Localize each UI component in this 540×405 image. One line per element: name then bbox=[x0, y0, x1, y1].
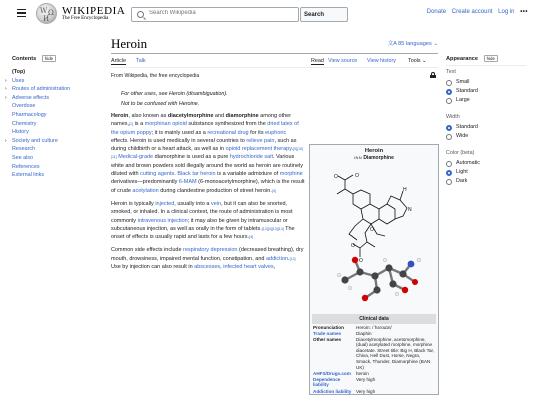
radio-option[interactable] bbox=[446, 123, 526, 132]
radio-button[interactable] bbox=[446, 179, 452, 185]
table-of-contents bbox=[5, 55, 100, 180]
color-label: Color (beta) bbox=[446, 150, 475, 156]
toc-item[interactable] bbox=[12, 154, 100, 163]
radio-option[interactable] bbox=[446, 168, 526, 177]
infobox-row-key[interactable]: Addiction liability bbox=[313, 388, 352, 394]
tools-label: Tools bbox=[408, 58, 421, 64]
toc-item[interactable] bbox=[12, 68, 100, 77]
skeletal-formula-image bbox=[315, 164, 433, 314]
hatnote-disambiguation bbox=[121, 91, 228, 97]
radio-label: Standard bbox=[456, 88, 478, 94]
radio-option[interactable] bbox=[446, 87, 526, 96]
radio-button[interactable] bbox=[446, 98, 452, 104]
toc-item-label: Adverse effects bbox=[12, 94, 50, 101]
svg-text:O: O bbox=[351, 243, 355, 249]
appearance-heading bbox=[446, 55, 526, 62]
toc-heading bbox=[12, 55, 100, 62]
toc-item-label: (Top) bbox=[12, 69, 26, 75]
toc-item[interactable] bbox=[12, 163, 100, 172]
toc-item-label: References bbox=[12, 163, 40, 170]
radio-button[interactable] bbox=[446, 170, 452, 176]
radio-label: Automatic bbox=[456, 160, 480, 166]
radio-option[interactable] bbox=[446, 177, 526, 186]
article bbox=[111, 36, 438, 394]
main-menu-icon[interactable] bbox=[17, 9, 26, 17]
radio-label: Light bbox=[456, 169, 468, 175]
appearance-title: Appearance bbox=[446, 56, 479, 62]
lead-paragraph-2: Heroin is typically injected, usually into a vein, but it can also be snorted, smoked, or inhaled. In a clinical context, the route of administration is most commonly intravenous injection; it may also be given by intramuscular or subcutaneous injection, as well as orally in the form of tablets.[12][4][13][14] The onset of effects is usually rapid and lasts for a few hours.[4] bbox=[111, 200, 295, 241]
radio-label: Large bbox=[456, 97, 470, 103]
more-options-icon[interactable]: ••• bbox=[520, 9, 528, 15]
toc-item-label: Uses bbox=[12, 77, 25, 84]
svg-text:O: O bbox=[355, 173, 359, 179]
toc-title: Contents bbox=[12, 56, 37, 62]
infobox-row bbox=[310, 376, 438, 388]
create-account-link[interactable]: Create account bbox=[451, 9, 493, 15]
radio-option[interactable] bbox=[446, 159, 526, 168]
text-size-label: Text bbox=[446, 69, 456, 75]
hatnote-confusion bbox=[121, 101, 199, 107]
inn-name: Diamorphine bbox=[363, 155, 394, 161]
svg-text:H: H bbox=[403, 187, 407, 193]
infobox-row-value: Heroin: /ˈhɛroʊɪn/ bbox=[356, 324, 392, 330]
toc-item[interactable] bbox=[5, 85, 100, 94]
language-button[interactable] bbox=[388, 39, 438, 47]
clinical-data-header: Clinical data bbox=[312, 314, 436, 324]
svg-text:N: N bbox=[408, 207, 412, 213]
drug-infobox bbox=[309, 144, 439, 395]
translate-icon: 文A bbox=[387, 41, 397, 47]
toc-item[interactable] bbox=[5, 77, 100, 86]
toc-item[interactable] bbox=[12, 120, 100, 129]
inn-label: INN bbox=[354, 155, 362, 160]
radio-button[interactable] bbox=[446, 134, 452, 140]
personal-tools bbox=[423, 9, 528, 15]
appearance-divider bbox=[446, 65, 526, 66]
svg-text:O: O bbox=[334, 174, 338, 180]
toc-item-label: Society and culture bbox=[12, 137, 58, 144]
infobox-row-value: Diaphin bbox=[356, 330, 372, 336]
chevron-right-icon[interactable]: › bbox=[5, 86, 7, 93]
site-sub: From Wikipedia, the free encyclopedia bbox=[111, 73, 200, 79]
title-divider bbox=[111, 53, 438, 54]
search-box bbox=[131, 7, 299, 22]
infobox-row-key[interactable]: Dependence liability bbox=[313, 376, 341, 388]
toc-item-label: Research bbox=[12, 146, 36, 153]
infobox-row bbox=[310, 388, 438, 394]
tab-read[interactable]: Read bbox=[311, 58, 324, 64]
infobox-row-key: Pronunciation bbox=[313, 324, 344, 330]
molecule-images[interactable] bbox=[315, 164, 433, 314]
tab-talk[interactable]: Talk bbox=[136, 58, 146, 64]
search-input[interactable] bbox=[149, 10, 294, 16]
radio-option[interactable] bbox=[446, 78, 526, 87]
toc-item[interactable] bbox=[5, 137, 100, 146]
article-body bbox=[111, 112, 305, 276]
tab-view-source[interactable]: View source bbox=[328, 58, 358, 64]
log-in-link[interactable]: Log in bbox=[498, 9, 515, 15]
tab-view-history[interactable]: View history bbox=[367, 58, 396, 64]
toc-item[interactable] bbox=[5, 94, 100, 103]
search-button[interactable]: Search bbox=[300, 7, 348, 22]
toc-item-label: History bbox=[12, 129, 29, 136]
infobox-row-key[interactable]: Trade names bbox=[313, 330, 342, 336]
search-icon bbox=[137, 11, 144, 18]
radio-button[interactable] bbox=[446, 125, 452, 131]
toc-item[interactable] bbox=[12, 145, 100, 154]
page-tabs bbox=[111, 58, 438, 67]
chevron-right-icon[interactable]: › bbox=[5, 94, 7, 101]
appearance-panel bbox=[446, 55, 526, 186]
wikipedia-globe-logo[interactable]: W Ω И bbox=[36, 3, 57, 24]
protection-lock-icon[interactable] bbox=[430, 72, 436, 78]
toc-item-label: See also bbox=[12, 154, 33, 161]
appearance-hide-button[interactable]: hide bbox=[484, 55, 498, 62]
infobox-row-key: Other names bbox=[313, 336, 342, 342]
infobox-row bbox=[310, 336, 438, 370]
page-title: Heroin bbox=[111, 36, 148, 51]
svg-text:O: O bbox=[370, 227, 374, 233]
site-header bbox=[0, 0, 540, 30]
wikipedia-tagline: The Free Encyclopedia bbox=[62, 16, 109, 21]
tabs-divider bbox=[111, 67, 438, 68]
toc-item[interactable] bbox=[12, 128, 100, 137]
radio-label: Standard bbox=[456, 124, 478, 130]
donate-link[interactable]: Donate bbox=[426, 9, 447, 15]
chevron-down-icon: ⌄ bbox=[433, 41, 438, 47]
radio-option[interactable] bbox=[446, 132, 526, 141]
infobox-row-key[interactable]: AHFS/Drugs.com bbox=[313, 370, 351, 376]
chevron-right-icon[interactable]: › bbox=[5, 137, 7, 144]
infobox-title: Heroin bbox=[364, 148, 384, 154]
toc-item[interactable] bbox=[12, 111, 100, 120]
tab-article[interactable]: Article bbox=[111, 58, 126, 64]
hatnote-text: For other uses, see Heroin (disambiguation). bbox=[121, 91, 228, 97]
lead-paragraph-1: Heroin, also known as diacetylmorphine and diamorphine among other names,[1] is a morphinan opioid substance synthesized from the dried latex of the opium poppy; it is mainly used as a recreational drug for its euphoric effects. Heroin is used medically in several countries to relieve pain, such as during childbirth or a heart attack, as well as in opioid replacement therapy.[9][10][11] Medical-grade diamorphine is used as a pure hydrochloride salt. Various white and brown powders sold illegally around the world as heroin are routinely diluted with cutting agents. Black tar heroin is a variable admixture of morphine derivatives—predominantly 6-MAM (6-monoacetylmorphine), which is the result of crude acetylation during clandestine production of street heroin.[4] bbox=[111, 113, 305, 194]
lead-paragraph-3: Common side effects include respiratory depression (decreased breathing), dry mouth, drowsiness, impaired mental function, constipation, and addiction.[13] Use by injection can also result in abscesses, infected heart valves, bbox=[111, 247, 304, 271]
infobox-row-value: Very high bbox=[356, 376, 376, 382]
toc-item-label: External links bbox=[12, 172, 45, 179]
width-options bbox=[446, 123, 526, 141]
infobox-inn bbox=[310, 155, 438, 161]
radio-label: Wide bbox=[456, 133, 469, 139]
radio-label: Small bbox=[456, 79, 470, 85]
wikipedia-wordmark[interactable]: WIKIPEDIA bbox=[62, 5, 126, 17]
ball-and-stick-model bbox=[337, 257, 421, 301]
radio-button[interactable] bbox=[446, 89, 452, 95]
radio-button[interactable] bbox=[446, 80, 452, 86]
toc-item-label: Routes of administration bbox=[12, 86, 71, 93]
radio-option[interactable] bbox=[446, 96, 526, 105]
toc-item-label: Chemistry bbox=[12, 120, 37, 127]
toc-hide-button[interactable]: hide bbox=[42, 55, 56, 62]
infobox-row-value: heroin bbox=[356, 370, 369, 376]
chevron-right-icon[interactable]: › bbox=[5, 77, 7, 84]
svg-text:O: O bbox=[359, 258, 363, 264]
infobox-rows bbox=[310, 324, 438, 394]
toc-item[interactable] bbox=[12, 171, 100, 180]
toc-item-label: Pharmacology bbox=[12, 111, 47, 118]
hatnote-text: Not to be confused with Heroine. bbox=[121, 101, 200, 107]
toc-list bbox=[5, 68, 100, 180]
text-size-options bbox=[446, 78, 526, 105]
toc-item[interactable] bbox=[12, 102, 100, 111]
width-label: Width bbox=[446, 114, 460, 120]
tools-menu[interactable] bbox=[408, 58, 427, 64]
radio-button[interactable] bbox=[446, 161, 452, 167]
toc-item-label: Overdose bbox=[12, 103, 36, 110]
radio-label: Dark bbox=[456, 178, 468, 184]
color-options bbox=[446, 159, 526, 186]
infobox-row-value: Diacetylmorphine, acetomorphine, (dual) acetylated morphine, morphine diacetate. Street title: Big H, Black Tar, Chiva, Hell Dust, Horse, Negra, Smack, Thunder, Diamorphine (BAN UK) bbox=[356, 336, 435, 370]
infobox-row-value: Very high bbox=[356, 388, 376, 394]
language-count: 85 languages bbox=[398, 41, 432, 47]
chevron-down-icon: ⌄ bbox=[422, 58, 427, 64]
